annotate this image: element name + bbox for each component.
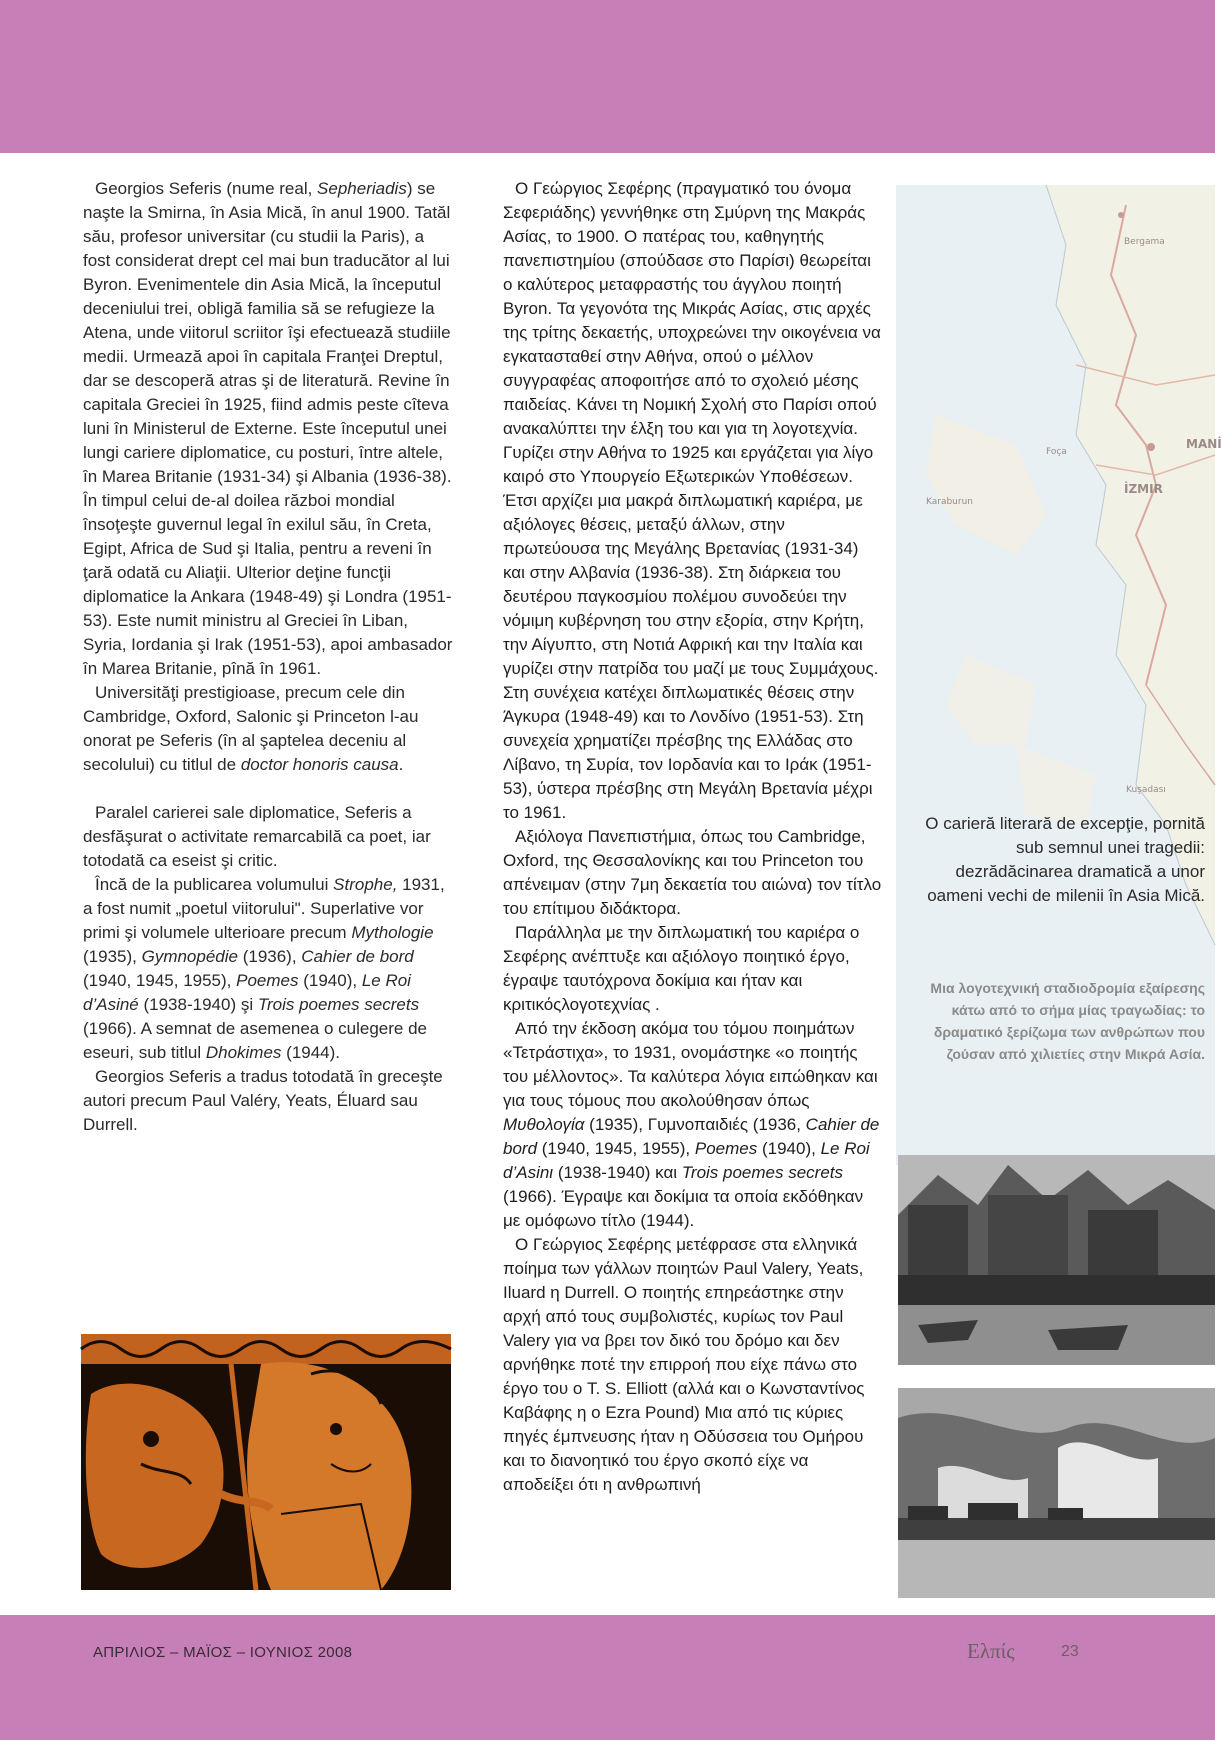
romanian-text-column bbox=[83, 177, 453, 1137]
italic-text-run: doctor honoris causa bbox=[240, 755, 399, 774]
italic-text-run: Trois poemes secrets bbox=[257, 995, 420, 1014]
text-run: Paralel carierei sale diplomatice, Seferis a desfăşurat o activitate remarcabilă ca poet, iar totodată ca eseist şi critic. bbox=[83, 803, 431, 870]
smyrna-fire-photo bbox=[898, 1155, 1215, 1365]
map-label-foca: Foça bbox=[1046, 447, 1067, 457]
text-run: Ο Γεώργιος Σεφέρης μετέφρασε στα ελληνικά ποίημα των γάλλων ποιητών Paul Valery, Yeats, Iluard η Durrell. Ο ποιητής επηρεάστηκε στην αρχή από τους συμβολιστές, κυρίως τον Paul Valery για να βρει τον δικό του δρόμο και δεν αρνήθηκε ποτέ την επιρροή που είχε πάνω στο έργο του ο T. S. Elliott (αλλά και ο Κωνσταντίνος Καβάφης η ο Ezra Pound) Μια από τις κύριες πηγές έμπνευσης ήταν η Οδύσσεια του Ομήρου και το διανοητικό του έργο σκοπό είχε να αποδείξει ότι η ανθρωπινή bbox=[503, 1235, 865, 1494]
text-run: Georgios Seferis (nume real, bbox=[95, 179, 318, 198]
text-run: (1966). A semnat de asemenea o culegere de eseuri, sub titlul bbox=[83, 1019, 428, 1062]
caption-greek: Μια λογοτεχνική σταδιοδρομία εξαίρεσης κάτω από το σήμα μίας τραγωδίας: το δραματικό ξερίζωμα των ανθρώπων που ζούσαν από χιλιετίες στην Μικρά Ασία. bbox=[930, 980, 1205, 1062]
text-run: Georgios Seferis a tradus totodată în greceşte autori precum Paul Valéry, Yeats, Éluard sau Durrell. bbox=[83, 1067, 443, 1134]
italic-text-run: Le Roi d’Asiné bbox=[83, 971, 411, 1014]
italic-text-run: Cahier de bord bbox=[503, 1115, 880, 1158]
italic-text-run: Gymnopédie bbox=[141, 947, 238, 966]
text-run: Ο Γεώργιος Σεφέρης (πραγματικό του όνομα Σεφεριάδης) γεννήθηκε στη Σμύρνη της Μακράς Ασίας, το 1900. Ο πατέρας του, καθηγητής πανεπιστημίου (σπούδασε στο Παρίσι) θεωρείται ο καλύτερος μεταφραστής του άγγλου ποιητή Byron. Τα γεγονότα της Μικράς Ασίας, στις αρχές της τρίτης δεκαετής, υποχρεώνει την οικογένεια να εγκατασταθεί στην Αθήνα, οπού ο μέλλον συγγραφέας αποφοιτήσε από το σχολειό μέσης παιδείας. Κάνει τη Νομική Σχολή στο Παρίσι οπού ανακαλύπτει την έλξη του και για τη λογοτεχνία. Γυρίζει στην Αθήνα το 1925 και εργάζεται για λίγο καιρό στο Υπουργείο Εξωτερικών Υποθέσεων. Έτσι αρχίζει μια μακρά διπλωματική καριέρα, με αξιόλογες θέσεις, μεταξύ άλλων, στην πρωτεύουσα της Μεγάλης Βρετανίας (1931-34) και στην Αλβανία (1936-38). Στη διάρκεια του δευτέρου παγκοσμίου πολέμου συνοδεύει την νόμιμη κυβέρνηση του στην εξορία, στην Κρήτη, την Αίγυπτο, στη Νοτιά Αφρική και την Ιταλία και γυρίζει στην πατρίδα του μαζί με τους Συμμάχους. Στη συνέχεια κατέχει διπλωματικές θέσεις στην Άγκυρα (1948-49) και το Λονδίνο (1951-53). Στη συνεχεία χρηματίζει πρέσβης της Ελλάδας στο Λίβανο, τη Συρία, τον Ιορδανία και το Ιράκ (1951-53), ύστερα πρέσβης στη Μεγάλη Βρετανία μέχρι το 1961. bbox=[503, 179, 881, 822]
text-run: Universităţi prestigioase, precum cele din Cambridge, Oxford, Salonic şi Princeton l-au onorat pe Seferis (în al şaptelea deceniu al secolului) cu titlul de bbox=[83, 683, 419, 774]
text-run: (1935), Γυμνοπαιδιές (1936, bbox=[584, 1115, 806, 1134]
greek-text-column bbox=[503, 177, 883, 1497]
greek-paragraph bbox=[503, 177, 883, 825]
smyrna-burning-harbor-photo bbox=[898, 1388, 1215, 1598]
text-run: (1940), bbox=[298, 971, 362, 990]
italic-text-run: Poemes bbox=[236, 971, 299, 990]
text-run: . bbox=[398, 755, 404, 774]
italic-text-run: Sepheriadis bbox=[317, 179, 407, 198]
map-label-karaburun: Karaburun bbox=[926, 497, 973, 507]
italic-text-run: Mythologie bbox=[351, 923, 434, 942]
text-run: (1936), bbox=[237, 947, 302, 966]
text-run: ) se naşte la Smirna, în Asia Mică, în anul 1900. Tatăl său, profesor universitar (cu studii la Paris), a fost considerat drept cel mai bun traducător al lui Byron. Evenimentele din Asia Mică, la începutul deceniului trei, obligă familia să se refugieze la Atena, unde viitorul scriitor îşi efectuează studiile medii. Urmează apoi în capitala Franţei Dreptul, dar se descoperă atras şi de literatură. Revine în capitala Greciei în 1925, fiind admis peste cîteva luni în Ministerul de Externe. Este începutul unei lungi cariere diplomatice, cu posturi, între altele, în Marea Britanie (1931-34) şi Albania (1936-38). În timpul celui de-al doilea război mondial însoţeşte guvernul legal în exilul său, în Creta, Egipt, Africa de Sud şi Italia, pentru a reveni în ţară odată cu Aliaţii. Ulterior deţine funcţii diplomatice la Ankara (1948-49) şi Londra (1951-53). Este numit ministru al Greciei în Liban, Syria, Iordania şi Irak (1951-53), apoi ambasador în Marea Britanie, pînă în 1961. bbox=[83, 179, 453, 678]
text-run: (1938-1940) şi bbox=[138, 995, 258, 1014]
map-label-izmir: İZMIR bbox=[1124, 482, 1163, 496]
italic-text-run: Cahier de bord bbox=[301, 947, 414, 966]
text-run: (1935), bbox=[83, 947, 142, 966]
greek-paragraph bbox=[503, 1233, 883, 1497]
italic-text-run: Dhokimes bbox=[205, 1043, 282, 1062]
magazine-title: Ελπίς bbox=[967, 1639, 1015, 1663]
italic-text-run: Μυθολογία bbox=[503, 1115, 585, 1134]
text-run: Παράλληλα με την διπλωματική του καριέρα ο Σεφέρης ανέπτυξε και αξιόλογο ποιητικό έργο, έγραψε ταυτόχρονα δοκίμια και ήταν και κριτικόςλογοτεχνίας . bbox=[503, 923, 860, 1014]
romanian-paragraph bbox=[83, 177, 453, 681]
romanian-paragraph bbox=[83, 1065, 453, 1137]
text-run: (1944). bbox=[281, 1043, 341, 1062]
romanian-paragraph bbox=[83, 681, 453, 777]
page-number: 23 bbox=[1061, 1643, 1079, 1660]
italic-text-run: Trois poemes secrets bbox=[681, 1163, 844, 1182]
map-label-manisa: MANİ bbox=[1186, 437, 1222, 451]
bottom-color-band bbox=[0, 1615, 1215, 1740]
italic-text-run: Strophe, bbox=[333, 875, 398, 894]
romanian-paragraph bbox=[83, 801, 453, 873]
greek-paragraph bbox=[503, 1017, 883, 1233]
greek-paragraph bbox=[503, 825, 883, 921]
text-run: (1940), bbox=[757, 1139, 821, 1158]
text-run: Încă de la publicarea volumului bbox=[95, 875, 334, 894]
text-run: (1938-1940) και bbox=[553, 1163, 682, 1182]
text-run: (1940, 1945, 1955), bbox=[537, 1139, 695, 1158]
romanian-paragraph bbox=[83, 873, 453, 1065]
caption-romanian: O carieră literară de excepţie, pornită sub semnul unei tragedii: dezrădăcinarea dramatică a unor oameni vechi de milenii în Asia Mică. bbox=[925, 814, 1205, 905]
text-run: Αξιόλογα Πανεπιστήμια, όπως του Cambridge, Oxford, της Θεσσαλονίκης και του Princeton του απένειμαν (στην 7μη δεκαετία του αιώνα) τον τίτλο του επίτιμου διδάκτορα. bbox=[503, 827, 882, 918]
italic-text-run: Poemes bbox=[694, 1139, 758, 1158]
text-run: (1966). Έγραψε και δοκίμια τα οποία εκδόθηκαν με ομόφωνο τίτλο (1944). bbox=[503, 1187, 864, 1230]
greek-vase-painting bbox=[81, 1334, 451, 1590]
text-run: 1931, a fost numit „poetul viitorului". Superlative vor primi şi volumele ulterioare precum bbox=[83, 875, 445, 942]
greek-paragraph bbox=[503, 921, 883, 1017]
issue-date: ΑΠΡΙΛΙΟΣ – ΜΑΪΟΣ – ΙΟΥΝΙΟΣ 2008 bbox=[93, 1644, 353, 1661]
italic-text-run: Le Roi d’Asinι bbox=[503, 1139, 870, 1182]
map-label-kusadasi: Kuşadası bbox=[1126, 785, 1166, 795]
text-run: Από την έκδοση ακόμα του τόμου ποιημάτων «Τετράστιχα», το 1931, ονομάστηκε «ο ποιητής του μέλλοντος». Τα καλύτερα λόγια ειπώθηκαν και για τους τόμους που ακολούθησαν όπως bbox=[503, 1019, 878, 1110]
top-color-band bbox=[0, 0, 1215, 153]
map-label-bergama: Bergama bbox=[1124, 237, 1165, 247]
text-run: (1940, 1945, 1955), bbox=[83, 971, 237, 990]
